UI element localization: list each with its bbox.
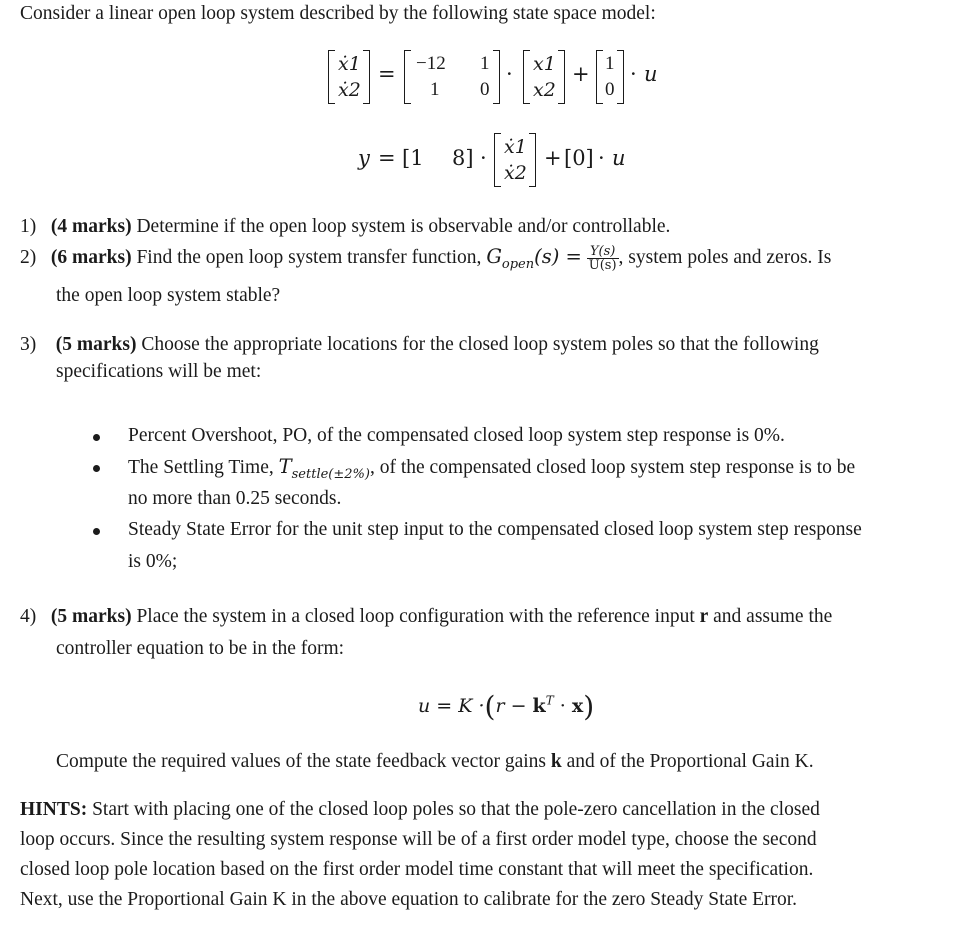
hints-line-1: HINTS: Start with placing one of the closed loop poles so that the pole-zero cancellation in the closed [20, 799, 820, 820]
hints-line-4: Next, use the Proportional Gain K in the above equation to calibrate for the zero Steady State Error. [20, 889, 798, 910]
output-y: y [358, 146, 370, 170]
b-1: 1 [605, 53, 615, 74]
a-11: −12 [416, 53, 446, 74]
matrix-d: [0] [564, 146, 594, 170]
output-input-u: u [612, 146, 626, 170]
dot-operator: · [506, 62, 513, 86]
hints-line-3: closed loop pole location based on the first order model time constant that will meet the specification. [20, 859, 814, 880]
a-12: 1 [480, 53, 490, 74]
compute-text: Compute the required values of the state feedback vector gains k and of the Proportional Gain K. [56, 751, 814, 772]
b-2: 0 [605, 79, 615, 100]
c-close: 8] [452, 146, 474, 170]
question-2: 2) (6 marks) Find the open loop system transfer function, $G_{open}(s)$ = $\frac{Y(s)}{U(s)}$ , system poles and zeros. Is [20, 244, 832, 274]
equals-sign: = [378, 62, 396, 86]
lhs-row-1: ẋ1 [338, 53, 361, 75]
y-x-row-2: ẋ2 [504, 162, 527, 184]
bullet-3: Steady State Error for the unit step input to the compensated closed loop system step response [128, 519, 862, 540]
bullet-2: The Settling Time, $T_{settle(\pm 2\%)}$, of the compensated closed loop system step response is to be [128, 455, 856, 482]
a-21: 1 [430, 79, 440, 100]
bullet-2-cont: no more than 0.25 seconds. [128, 488, 342, 509]
plus-sign: + [572, 62, 590, 86]
input-u: u [644, 62, 658, 86]
bullet-3-cont: is 0%; [128, 551, 178, 572]
y-x-row-1: ẋ1 [504, 136, 527, 158]
lhs-row-2: ẋ2 [338, 79, 361, 101]
bullet-dot-1 [93, 434, 100, 441]
state-derivative-vector [328, 50, 370, 104]
x-row-2: x2 [533, 79, 556, 101]
dot-operator-2: · [630, 62, 637, 86]
bullet-dot-2 [93, 465, 100, 472]
bullet-1: Percent Overshoot, PO, of the compensated closed loop system step response is 0%. [128, 425, 785, 446]
matrix-a [404, 50, 500, 104]
question-4: 4) (5 marks) Place the system in a closed loop configuration with the reference input r and assume the [20, 606, 833, 627]
output-state-vector [494, 133, 536, 187]
question-3: 3) (5 marks) Choose the appropriate locations for the closed loop system poles so that the following [20, 334, 819, 355]
bullet-dot-3 [93, 528, 100, 535]
hints-line-2: loop occurs. Since the resulting system response will be of a first order model type, choose the second [20, 829, 817, 850]
matrix-b [596, 50, 624, 104]
a-22: 0 [480, 79, 490, 100]
question-4-cont: controller equation to be in the form: [56, 638, 345, 659]
controller-equation: $u = K \cdot(r - k^T \cdot x)$ [418, 690, 595, 723]
c-open: [1 [402, 146, 424, 170]
state-vector [523, 50, 565, 104]
question-2-cont: the open loop system stable? [56, 285, 281, 306]
question-3-cont: specifications will be met: [56, 361, 262, 382]
question-1: 1) (4 marks) Determine if the open loop system is observable and/or controllable. [20, 216, 671, 237]
x-row-1: x1 [533, 53, 556, 75]
intro-text: Consider a linear open loop system described by the following state space model: [20, 3, 656, 24]
